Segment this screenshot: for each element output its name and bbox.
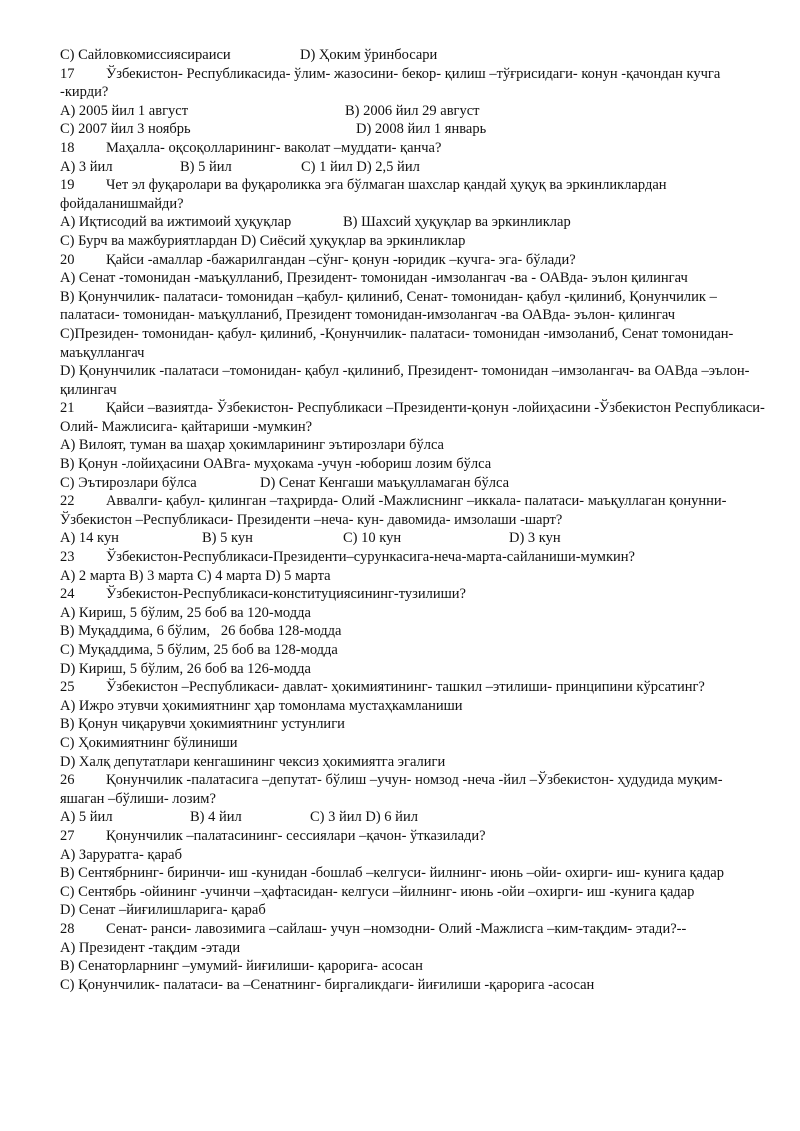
question-26: [60, 771, 770, 808]
answer-option: B) 5 кун: [202, 530, 253, 547]
question-text: Ўзбекистон-Республикаси-конституциясининг-тузилиши?: [106, 586, 466, 603]
question-number: 23: [60, 549, 75, 566]
answer-option: D) Кириш, 5 бўлим, 26 боб ва 126-модда: [60, 660, 311, 677]
answer-option: D) 3 кун: [509, 530, 561, 547]
question-number: 28: [60, 920, 75, 937]
question-text: Чет эл фуқаролари ва фуқароликка эга бўлмаган шахслар қандай ҳуқуқ ва эркинликлардан фойдаланишмайди?: [60, 177, 667, 212]
answer-option: A) 14 кун: [60, 530, 119, 547]
answer-option: C) 2007 йил 3 ноябрь: [60, 121, 191, 138]
answer-option: A) 3 йил: [60, 158, 113, 175]
question-23: [60, 548, 770, 567]
question-number: 25: [60, 679, 75, 696]
question-24: [60, 585, 770, 604]
question-27: [60, 827, 770, 846]
answer-option: D) 2008 йил 1 январь: [356, 121, 487, 138]
answer-option: B) Қонунчилик- палатаси- томонидан –қабул- қилиниб, Сенат- томонидан- қабул -қилиниб, Қонунчилик –палатаси- томонидан- маъқулланиб, Президент томонидан-имзолангач -ва ОАВда- эълон- қилингач: [60, 288, 717, 324]
question-25: [60, 678, 770, 697]
answer-option: C) Қонунчилик- палатаси- ва –Сенатнинг- биргаликдаги- йиғилиши -қарорига -асосан: [60, 976, 595, 993]
answer-option: A) 2 марта B) 3 марта C) 4 марта D) 5 марта: [60, 567, 331, 584]
question-19: [60, 176, 770, 213]
answer-option: B) Сенаторларнинг –умумий- йиғилиши- қарорига- асосан: [60, 958, 423, 975]
answer-option: D) Сенат –йиғилишларига- қараб: [60, 902, 266, 919]
answer-option: B) 5 йил: [180, 158, 232, 175]
question-number: 17: [60, 65, 75, 82]
answer-option: D) Ҳоким ўринбосари: [300, 47, 438, 63]
question-text: Ўзбекистон-Республикаси-Президенти–сурункасига-неча-марта-сайланиши-мумкин?: [106, 549, 635, 566]
answer-row: [60, 120, 770, 139]
answer-row: [60, 529, 770, 548]
question-number: 24: [60, 586, 75, 603]
answer-option: A) Вилоят, туман ва шаҳар ҳокимларининг эътирозлари бўлса: [60, 437, 444, 454]
question-text: Ўзбекистон- Республикасида- ўлим- жазосини- бекор- қилиш –тўғрисидаги- конун -қачондан кучга -кирди?: [60, 65, 721, 101]
question-number: 21: [60, 400, 75, 417]
answer-option: A) Кириш, 5 бўлим, 25 боб ва 120-модда: [60, 604, 311, 621]
answer-option: A) Ижро этувчи ҳокимиятнинг ҳар томонлама мустаҳкамланиши: [60, 697, 463, 714]
answer-option: C) 10 кун: [343, 530, 402, 547]
answer-option: A) Заруратга- қараб: [60, 846, 182, 863]
question-number: 18: [60, 139, 75, 156]
question-number: 20: [60, 251, 75, 268]
question-text: Қайси –вазиятда- Ўзбекистон- Республикаси –Президенти-қонун -лойиҳасини -Ўзбекистон Республикаси- Олий- Мажлисига- қайтариши -мумкин?: [60, 400, 765, 435]
question-number: 26: [60, 772, 75, 789]
question-22: [60, 492, 770, 529]
answer-option: C) Эътирозлари бўлса: [60, 474, 197, 491]
question-number: 22: [60, 493, 75, 510]
answer-option: A) Сенат -томонидан -маъқулланиб, Президент- томонидан -имзолангач -ва - ОАВда- эълон қилингач: [60, 270, 688, 287]
question-number: 27: [60, 827, 75, 844]
answer-row: [60, 102, 770, 121]
answer-option: D) Сенат Кенгаши маъқулламаган бўлса: [260, 474, 510, 491]
answer-option: C) 1 йил D) 2,5 йил: [301, 158, 420, 175]
answer-row: [60, 808, 770, 827]
answer-option: B) 4 йил: [190, 809, 242, 826]
answer-option: A) 2005 йил 1 август: [60, 102, 189, 119]
question-text: Сенат- ранси- лавозимига –сайлаш- учун –номзодни- Олий -Мажлисга –ким-тақдим- этади?--: [106, 920, 687, 937]
question-28: [60, 920, 770, 939]
answer-option: A) Президент -тақдим -этади: [60, 939, 241, 956]
question-text: Маҳалла- оқсоқолларининг- ваколат –муддати- қанча?: [106, 139, 442, 156]
answer-row: [60, 474, 770, 493]
answer-row: [60, 213, 770, 232]
answer-option: C) Сайловкомиссиясираиси: [60, 47, 231, 63]
answer-option: C) Сентябрь -ойининг -учинчи –ҳафтасидан- келгуси –йилнинг- июнь -ойи –охирги- иш -кунига қадар: [60, 883, 695, 900]
question-18: [60, 139, 770, 158]
answer-option: B) Қонун чиқарувчи ҳокимиятнинг устунлиги: [60, 716, 345, 733]
answer-row: [60, 158, 770, 177]
answer-option: B) Муқаддима, 6 бўлим, 26 бобва 128-модда: [60, 623, 342, 640]
answer-row: [60, 46, 770, 65]
answer-option: C) 3 йил D) 6 йил: [310, 809, 418, 826]
answer-option: C) Ҳокимиятнинг бўлиниши: [60, 734, 238, 751]
question-text: Ўзбекистон –Республикаси- давлат- ҳокимиятининг- ташкил –этилиши- принципини кўрсатинг?: [106, 679, 705, 696]
answer-option: C) Муқаддима, 5 бўлим, 25 боб ва 128-модда: [60, 642, 338, 658]
answer-option: B) 2006 йил 29 август: [345, 102, 480, 119]
answer-option: A) 5 йил: [60, 809, 113, 826]
document-page: [60, 46, 770, 994]
answer-option: D) Қонунчилик -палатаси –томонидан- қабул -қилиниб, Президент- томонидан –имзолангач- ва ОАВда –эълон- қилингач: [60, 363, 750, 398]
answer-option: C) Бурч ва мажбуриятлардан D) Сиёсий ҳуқуқлар ва эркинликлар: [60, 232, 466, 249]
question-21: [60, 399, 770, 436]
answer-option: B) Қонун -лойиҳасини ОАВга- муҳокама -учун -юбориш лозим бўлса: [60, 456, 492, 473]
question-text: Аввалги- қабул- қилинган –таҳрирда- Олий -Мажлиснинг –иккала- палатаси- маъқуллаган қонунни- Ўзбекистон –Республикаси- Президенти –неча- кун- давомида- имзолаши -шарт?: [60, 493, 727, 528]
answer-option: C)Президен- томонидан- қабул- қилиниб, -Қонунчилик- палатаси- томонидан -имзоланиб, Сенат томонидан- маъқуллангач: [60, 325, 734, 361]
answer-option: B) Сентябрнинг- биринчи- иш -кунидан -бошлаб –келгуси- йилнинг- июнь –ойи- охирги- иш- кунига қадар: [60, 865, 724, 882]
answer-option: B) Шахсий ҳуқуқлар ва эркинликлар: [343, 214, 571, 231]
answer-option: A) Иқтисодий ва ижтимоий ҳуқуқлар: [60, 214, 292, 231]
question-number: 19: [60, 177, 75, 194]
answer-option: D) Халқ депутатлари кенгашининг чексиз ҳокимиятга эгалиги: [60, 753, 446, 770]
question-text: Қайси -амаллар -бажарилгандан –сўнг- қонун -юридик –кучга- эга- бўлади?: [106, 251, 576, 268]
question-text: Қонунчилик -палатасига –депутат- бўлиш –учун- номзод -неча -йил –Ўзбекистон- ҳудудида муқим- яшаган –бўлиши- лозим?: [60, 772, 723, 807]
question-text: Қонунчилик –палатасининг- сессиялари –қачон- ўтказилади?: [106, 827, 486, 844]
question-20: [60, 251, 770, 270]
question-17: [60, 65, 770, 102]
